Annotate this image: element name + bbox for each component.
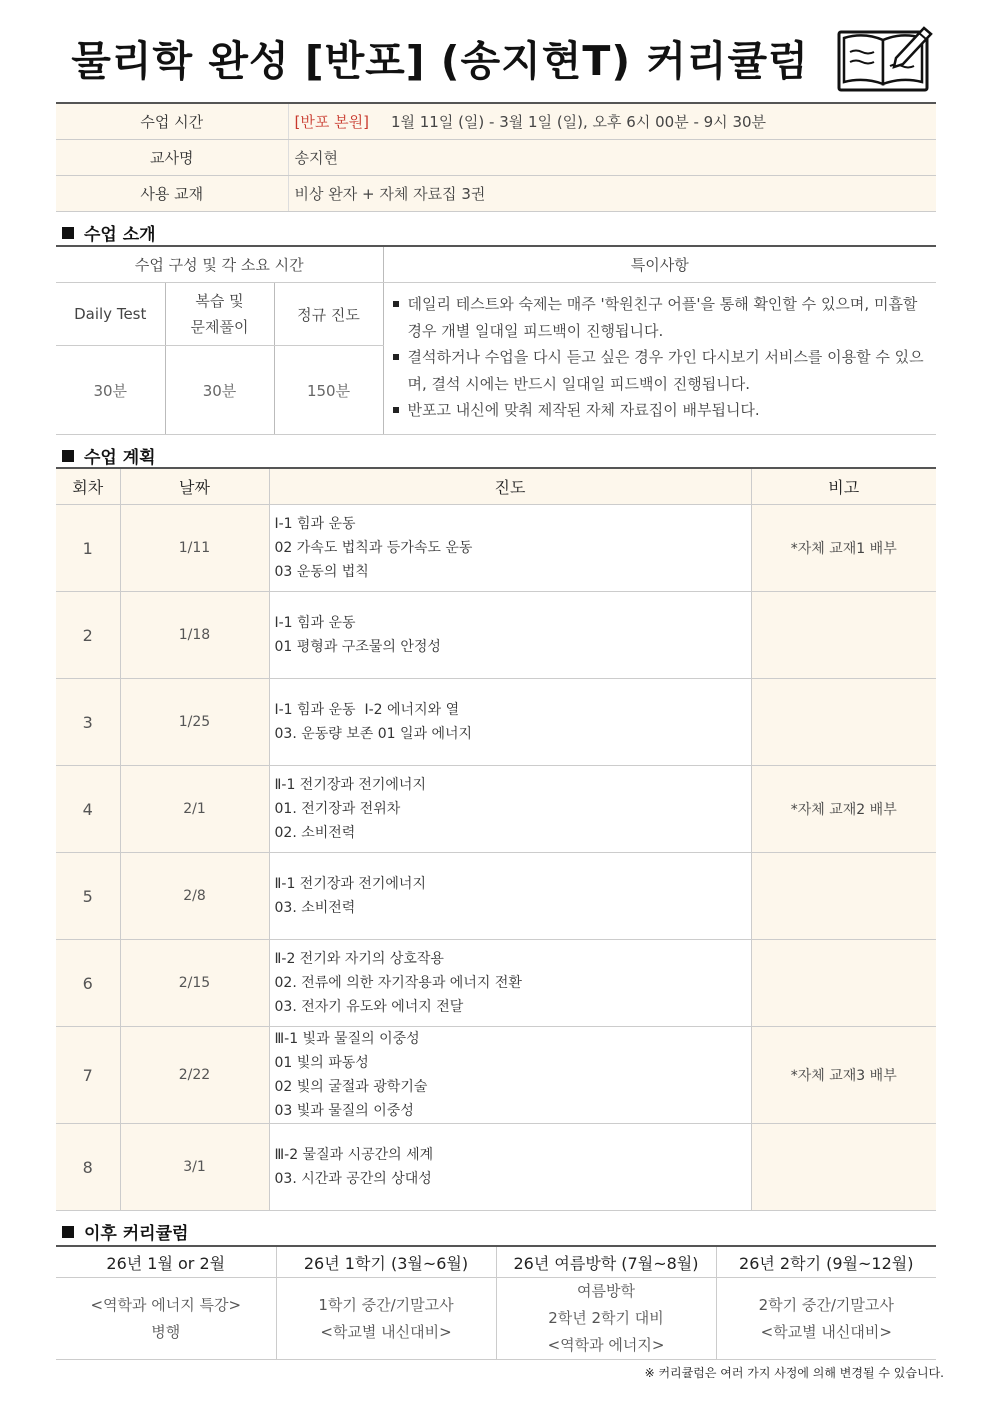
session-progress: Ⅰ-1 힘과 운동 02 가속도 법칙과 등가속도 운동 03 운동의 법칙 [269, 505, 751, 592]
session-progress: Ⅱ-1 전기장과 전기에너지 03. 소비전력 [269, 853, 751, 940]
session-date: 2/1 [120, 766, 269, 853]
table-row [56, 592, 936, 679]
info-value: 1월 11일 (일) - 3월 1일 (일), 오후 6시 00분 - 9시 30분 [390, 113, 767, 131]
col-header-date: 날짜 [120, 468, 269, 505]
class-info-table [56, 102, 936, 212]
col-daily-test: Daily Test [56, 283, 165, 346]
footnote: ※ 커리큘럼은 여러 가지 사정에 의해 변경될 수 있습니다. [644, 1366, 944, 1380]
future-cell: <역학과 에너지 특강> 병행 [56, 1278, 276, 1360]
session-progress: Ⅱ-2 전기와 자기의 상호작용 02. 전류에 의한 자기작용과 에너지 전환 03. 전자기 유도와 에너지 전달 [269, 940, 751, 1027]
session-date: 2/22 [120, 1027, 269, 1124]
info-row-time [56, 103, 936, 140]
section-heading-plan: 수업 계획 [62, 443, 156, 468]
session-note: *자체 교재3 배부 [751, 1027, 936, 1124]
table-row [56, 940, 936, 1027]
session-number: 7 [56, 1027, 120, 1124]
session-note [751, 592, 936, 679]
class-plan-table [56, 467, 936, 1211]
session-note: *자체 교재2 배부 [751, 766, 936, 853]
table-row [56, 766, 936, 853]
table-row [56, 679, 936, 766]
col-regular: 정규 진도 [274, 283, 383, 346]
info-value: 비상 완자 + 자체 자료집 3권 [288, 176, 936, 212]
info-label: 교사명 [56, 140, 288, 176]
session-number: 8 [56, 1124, 120, 1211]
info-row-textbook [56, 176, 936, 212]
note-item: 데일리 테스트와 숙제는 매주 '학원친구 어플'을 통해 확인할 수 있으며, 미흡할 경우 개별 일대일 피드백이 진행됩니다. [390, 291, 924, 344]
info-value: 송지현 [288, 140, 936, 176]
session-date: 1/18 [120, 592, 269, 679]
info-label: 수업 시간 [56, 103, 288, 140]
session-progress: Ⅲ-2 물질과 시공간의 세계 03. 시간과 공간의 상대성 [269, 1124, 751, 1211]
square-bullet-icon [62, 227, 74, 239]
table-row [56, 1027, 936, 1124]
session-number: 4 [56, 766, 120, 853]
time-regular: 150분 [274, 346, 383, 435]
session-note [751, 679, 936, 766]
branch-highlight: [반포 본원] [294, 113, 369, 131]
session-progress: Ⅲ-1 빛과 물질의 이중성 01 빛의 파동성 02 빛의 굴절과 광학기술 03 빛과 물질의 이중성 [269, 1027, 751, 1124]
section-heading-intro: 수업 소개 [62, 220, 156, 245]
session-progress: Ⅱ-1 전기장과 전기에너지 01. 전기장과 전위차 02. 소비전력 [269, 766, 751, 853]
square-bullet-icon [62, 1226, 74, 1238]
session-note: *자체 교재1 배부 [751, 505, 936, 592]
col-review: 복습 및 문제풀이 [165, 283, 274, 346]
notes-header: 특이사항 [383, 246, 936, 283]
page-title: 물리학 완성 [반포] (송지현T) 커리큘럼 [71, 37, 809, 85]
note-item: 반포고 내신에 맞춰 제작된 자체 자료집이 배부됩니다. [390, 397, 924, 424]
future-cell: 여름방학 2학년 2학기 대비 <역학과 에너지> [496, 1278, 716, 1360]
square-bullet-icon [62, 450, 74, 462]
session-date: 2/8 [120, 853, 269, 940]
table-row [56, 505, 936, 592]
book-pencil-icon [836, 22, 936, 94]
time-review: 30분 [165, 346, 274, 435]
col-header-progress: 진도 [269, 468, 751, 505]
session-date: 1/11 [120, 505, 269, 592]
composition-header: 수업 구성 및 각 소요 시간 [56, 246, 383, 283]
future-col-header: 26년 1학기 (3월~6월) [276, 1246, 496, 1278]
future-col-header: 26년 1월 or 2월 [56, 1246, 276, 1278]
info-row-teacher [56, 140, 936, 176]
future-col-header: 26년 여름방학 (7월~8월) [496, 1246, 716, 1278]
class-intro-table [56, 245, 936, 435]
session-number: 3 [56, 679, 120, 766]
future-cell: 2학기 중간/기말고사 <학교별 내신대비> [716, 1278, 936, 1360]
session-note [751, 1124, 936, 1211]
col-header-session: 회차 [56, 468, 120, 505]
future-col-header: 26년 2학기 (9월~12월) [716, 1246, 936, 1278]
table-row [56, 853, 936, 940]
session-number: 2 [56, 592, 120, 679]
session-number: 6 [56, 940, 120, 1027]
session-number: 5 [56, 853, 120, 940]
session-progress: Ⅰ-1 힘과 운동 01 평형과 구조물의 안정성 [269, 592, 751, 679]
time-daily-test: 30분 [56, 346, 165, 435]
future-curriculum-table [56, 1245, 936, 1360]
session-date: 3/1 [120, 1124, 269, 1211]
col-header-note: 비고 [751, 468, 936, 505]
session-date: 2/15 [120, 940, 269, 1027]
section-heading-future: 이후 커리큘럼 [62, 1219, 188, 1244]
session-number: 1 [56, 505, 120, 592]
table-row [56, 1124, 936, 1211]
notes-list [383, 283, 936, 435]
session-progress: Ⅰ-1 힘과 운동 Ⅰ-2 에너지와 열 03. 운동량 보존 01 일과 에너지 [269, 679, 751, 766]
future-cell: 1학기 중간/기말고사 <학교별 내신대비> [276, 1278, 496, 1360]
session-note [751, 940, 936, 1027]
session-note [751, 853, 936, 940]
note-item: 결석하거나 수업을 다시 듣고 싶은 경우 가인 다시보기 서비스를 이용할 수 있으며, 결석 시에는 반드시 일대일 피드백이 진행됩니다. [390, 344, 924, 397]
session-date: 1/25 [120, 679, 269, 766]
info-label: 사용 교재 [56, 176, 288, 212]
